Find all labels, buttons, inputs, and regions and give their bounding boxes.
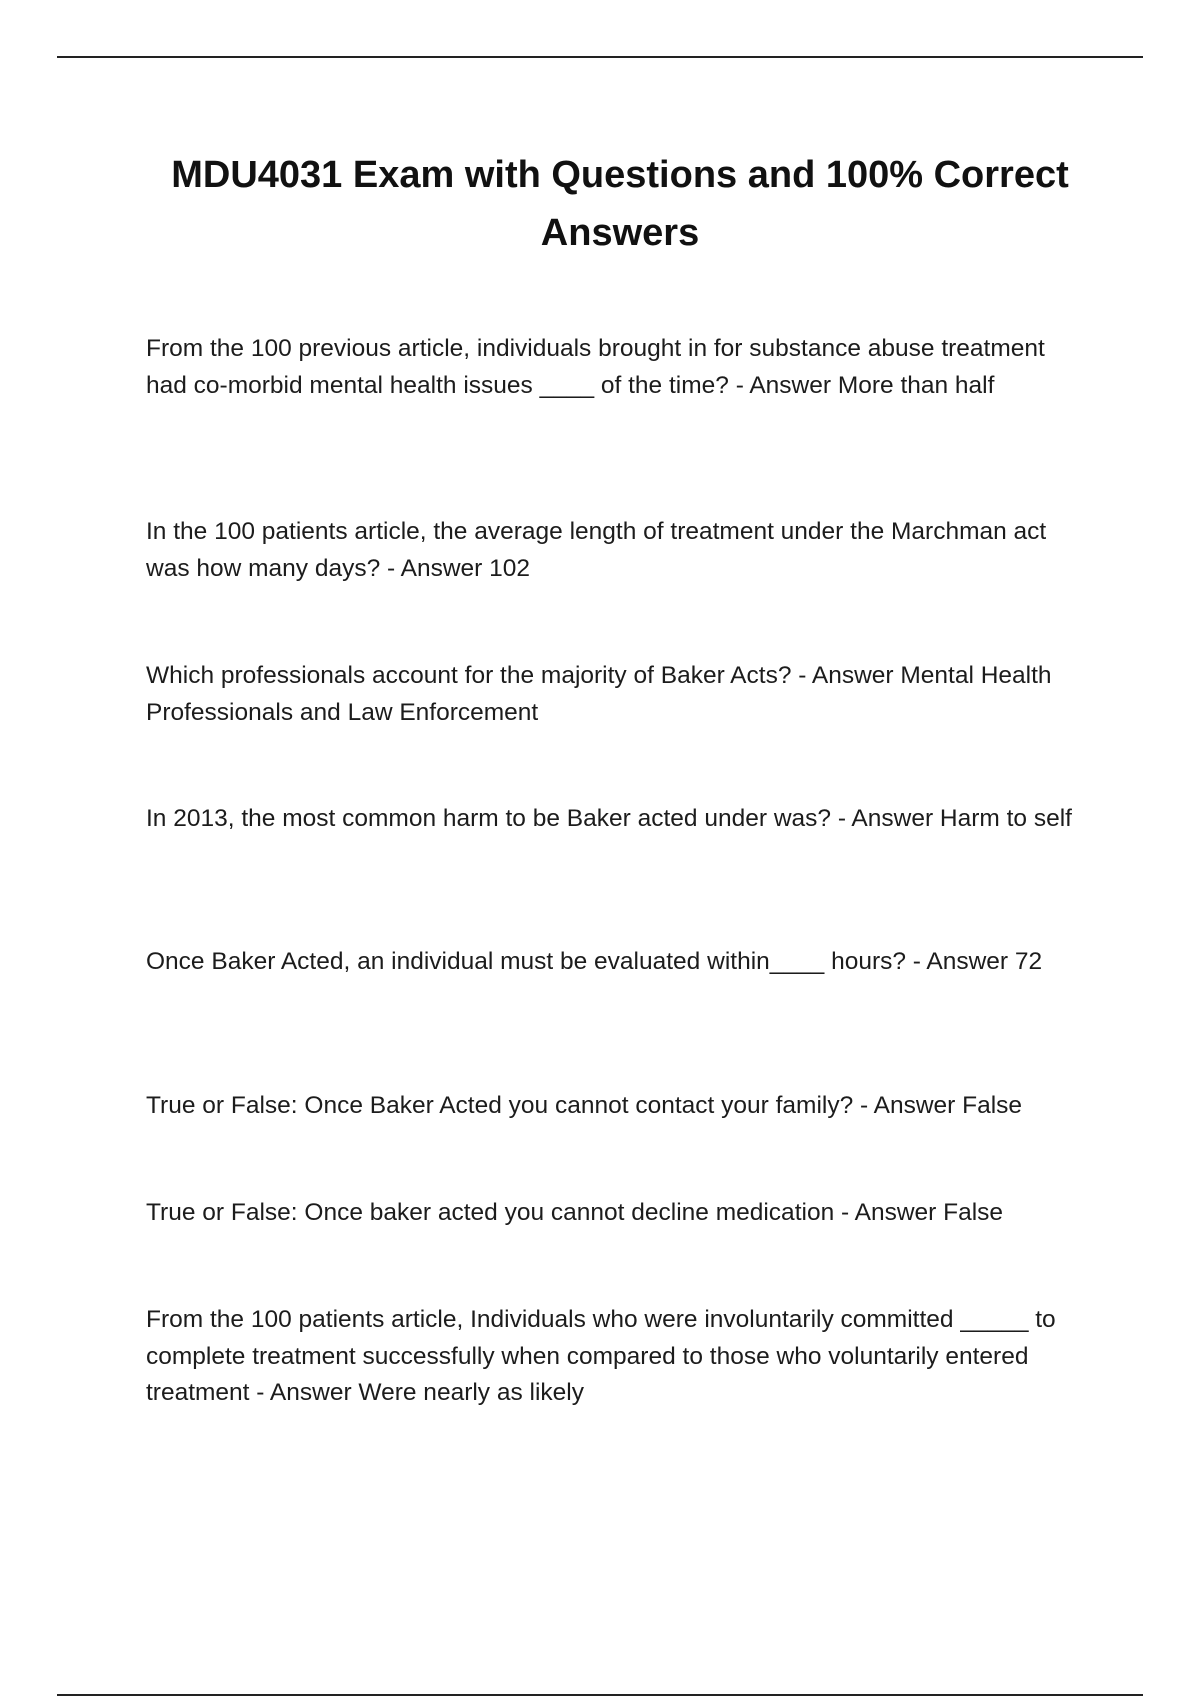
question-answer-1: From the 100 previous article, individuals brought in for substance abuse treatment had co-morbid mental health issues ____ of the time? - Answer More than half xyxy=(146,335,1045,399)
question-answer-5: Once Baker Acted, an individual must be evaluated within____ hours? - Answer 72 xyxy=(146,948,1043,975)
top-divider xyxy=(57,56,1143,58)
bottom-divider xyxy=(57,1694,1143,1696)
question-answer-3: Which professionals account for the majority of Baker Acts? - Answer Mental Health Professionals and Law Enforcement xyxy=(146,662,1052,726)
question-answer-8: From the 100 patients article, Individuals who were involuntarily committed _____ to complete treatment successfully when compared to those who voluntarily entered treatment - Answer Were nearly as likely xyxy=(146,1306,1056,1406)
question-answer-6: True or False: Once Baker Acted you cannot contact your family? - Answer False xyxy=(146,1092,1023,1119)
document-title: MDU4031 Exam with Questions and 100% Correct Answers xyxy=(171,154,1069,254)
question-answer-2: In the 100 patients article, the average length of treatment under the Marchman act was how many days? - Answer 102 xyxy=(146,518,1047,582)
question-answer-4: In 2013, the most common harm to be Baker acted under was? - Answer Harm to self xyxy=(146,805,1072,832)
question-answer-7: True or False: Once baker acted you cannot decline medication - Answer False xyxy=(146,1199,1004,1226)
